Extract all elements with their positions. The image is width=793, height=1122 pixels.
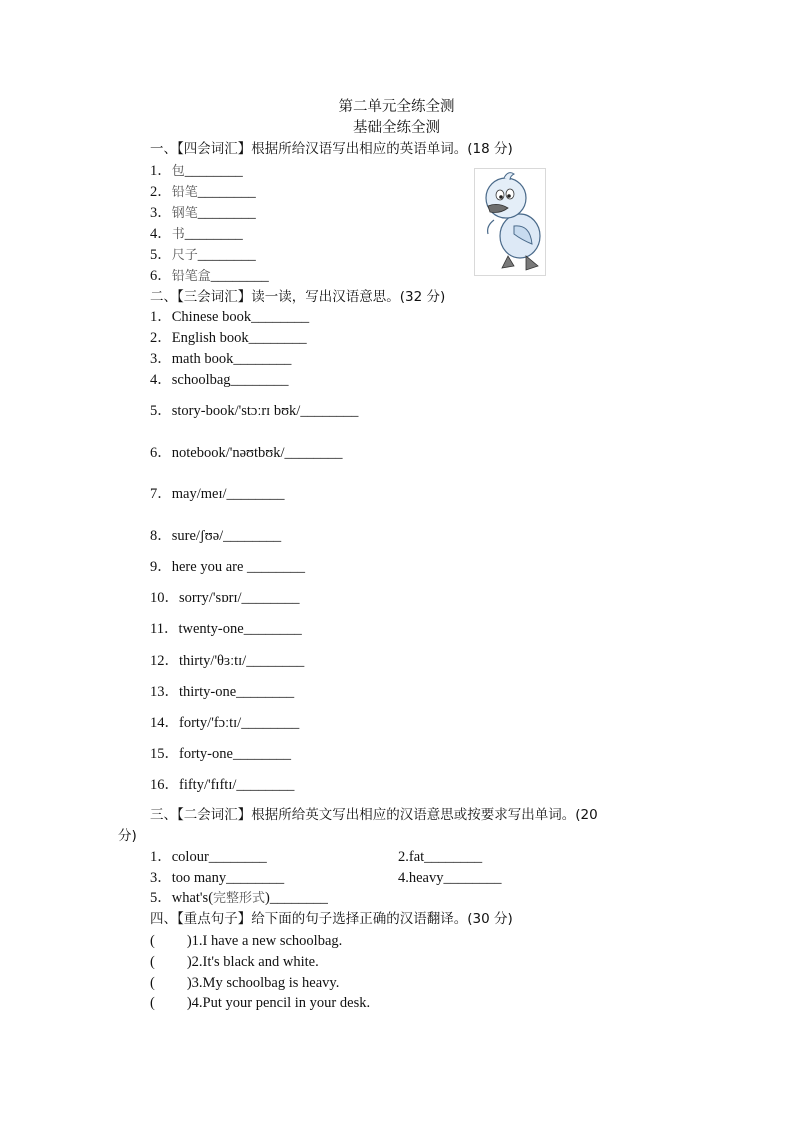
item-text: colour________ bbox=[171, 849, 267, 865]
paren-open[interactable]: ( bbox=[150, 954, 155, 970]
item-number: 5． bbox=[150, 247, 172, 263]
sentence-text: )3.My schoolbag is heavy. bbox=[186, 975, 340, 991]
item-number: 13． bbox=[150, 684, 179, 700]
sec2-item-11 bbox=[150, 620, 302, 638]
item-text: story-book/'stɔːrɪ bʊk/________ bbox=[171, 403, 359, 419]
item-text: math book________ bbox=[171, 351, 292, 367]
sec3-item-1 bbox=[150, 848, 267, 866]
item-number: 11． bbox=[150, 621, 179, 637]
section-3-heading: 三、【二会词汇】根据所给英文写出相应的汉语意思或按要求写出单词。(20 bbox=[150, 807, 598, 823]
item-number: 9． bbox=[150, 559, 172, 575]
item-text: sorry/'sɒrɪ/________ bbox=[179, 590, 300, 606]
item-text: notebook/'nəʊtbʊk/________ bbox=[171, 445, 343, 461]
sec2-item-16 bbox=[150, 776, 294, 794]
item-text: forty-one________ bbox=[179, 746, 291, 762]
sec2-item-13 bbox=[150, 683, 294, 701]
sec1-item-5 bbox=[150, 246, 256, 265]
page-title: 第二单元全练全测 bbox=[338, 99, 455, 115]
item-text: what's( bbox=[171, 890, 214, 906]
sec4-item-1 bbox=[150, 932, 342, 950]
item-text: twenty-one________ bbox=[178, 621, 302, 637]
item-note: 完整形式 bbox=[213, 891, 266, 906]
sec2-item-9 bbox=[150, 558, 305, 576]
item-number: 7． bbox=[150, 486, 172, 502]
answer-blank[interactable]: ________ bbox=[184, 226, 243, 242]
answer-blank[interactable]: ________ bbox=[197, 205, 256, 221]
item-text: English book________ bbox=[171, 330, 307, 346]
item-number: 1． bbox=[150, 309, 172, 325]
answer-blank[interactable]: ________ bbox=[184, 163, 243, 179]
item-tail: )________ bbox=[265, 890, 328, 906]
section-3-heading-cont: 分) bbox=[118, 828, 137, 844]
item-text: sure/ʃʊə/________ bbox=[171, 528, 282, 544]
answer-blank[interactable]: ________ bbox=[197, 184, 256, 200]
item-number: 1． bbox=[150, 163, 172, 179]
duck-illustration bbox=[474, 168, 546, 276]
item-number: 5． bbox=[150, 890, 172, 906]
item-text: Chinese book________ bbox=[171, 309, 310, 325]
sec2-item-14 bbox=[150, 714, 299, 732]
item-number: 10． bbox=[150, 590, 179, 606]
paren-open[interactable]: ( bbox=[150, 975, 155, 991]
sec2-item-1 bbox=[150, 308, 309, 326]
item-number: 3． bbox=[150, 870, 172, 886]
item-number: 8． bbox=[150, 528, 172, 544]
item-number: 2． bbox=[150, 330, 172, 346]
sec3-item-5 bbox=[150, 889, 328, 908]
paren-open[interactable]: ( bbox=[150, 933, 155, 949]
answer-blank[interactable]: ________ bbox=[197, 247, 256, 263]
section-1-heading: 一、【四会词汇】根据所给汉语写出相应的英语单词。(18 分) bbox=[150, 141, 513, 157]
page-subtitle: 基础全练全测 bbox=[353, 120, 440, 136]
sec2-item-12 bbox=[150, 652, 304, 670]
item-number: 12． bbox=[150, 653, 179, 669]
item-text: 2.fat________ bbox=[398, 849, 483, 865]
item-number: 5． bbox=[150, 403, 172, 419]
item-number: 15． bbox=[150, 746, 179, 762]
item-text: here you are ________ bbox=[171, 559, 306, 575]
item-text: fifty/'fɪftɪ/________ bbox=[179, 777, 295, 793]
sec2-item-2 bbox=[150, 329, 307, 347]
item-number: 3． bbox=[150, 351, 172, 367]
chinese-word: 铅笔盒 bbox=[171, 269, 211, 284]
sentence-text: )1.I have a new schoolbag. bbox=[186, 933, 343, 949]
item-text: too many________ bbox=[171, 870, 285, 886]
item-number: 4． bbox=[150, 372, 172, 388]
chinese-word: 尺子 bbox=[171, 248, 198, 263]
chinese-word: 钢笔 bbox=[171, 206, 198, 221]
sec2-item-7 bbox=[150, 485, 285, 503]
item-number: 2． bbox=[150, 184, 172, 200]
sec2-item-3 bbox=[150, 350, 291, 368]
chinese-word: 书 bbox=[171, 227, 185, 242]
sentence-text: )2.It's black and white. bbox=[186, 954, 319, 970]
item-text: thirty/'θɜːtɪ/________ bbox=[179, 653, 305, 669]
sec2-item-8 bbox=[150, 527, 281, 545]
item-text: forty/'fɔːtɪ/________ bbox=[179, 715, 300, 731]
sec2-item-6 bbox=[150, 444, 343, 462]
item-number: 3． bbox=[150, 205, 172, 221]
item-number: 16． bbox=[150, 777, 179, 793]
sec3-item-3 bbox=[150, 869, 284, 887]
sec2-item-15 bbox=[150, 745, 291, 763]
sec4-item-2 bbox=[150, 953, 319, 971]
item-number: 4． bbox=[150, 226, 172, 242]
sec1-item-6 bbox=[150, 267, 269, 286]
chinese-word: 铅笔 bbox=[171, 185, 198, 200]
item-number: 14． bbox=[150, 715, 179, 731]
paren-open[interactable]: ( bbox=[150, 995, 155, 1011]
item-text: schoolbag________ bbox=[171, 372, 289, 388]
item-text: 4.heavy________ bbox=[398, 870, 502, 886]
sentence-text: )4.Put your pencil in your desk. bbox=[186, 995, 371, 1011]
sec2-item-5 bbox=[150, 402, 358, 420]
item-number: 1． bbox=[150, 849, 172, 865]
item-number: 6． bbox=[150, 268, 172, 284]
sec1-item-4 bbox=[150, 225, 243, 244]
chinese-word: 包 bbox=[171, 164, 185, 179]
section-2-heading: 二、【三会词汇】读一读，写出汉语意思。(32 分) bbox=[150, 289, 446, 305]
item-text: thirty-one________ bbox=[179, 684, 295, 700]
sec2-item-4 bbox=[150, 371, 289, 389]
sec2-item-10 bbox=[150, 589, 300, 607]
sec1-item-3 bbox=[150, 204, 256, 223]
sec1-item-2 bbox=[150, 183, 256, 202]
sec4-item-3 bbox=[150, 974, 339, 992]
sec4-item-4 bbox=[150, 994, 370, 1012]
item-text: may/meɪ/________ bbox=[171, 486, 285, 502]
item-number: 6． bbox=[150, 445, 172, 461]
answer-blank[interactable]: ________ bbox=[210, 268, 269, 284]
sec1-item-1 bbox=[150, 162, 243, 181]
sec3-item-4 bbox=[398, 869, 502, 887]
section-4-heading: 四、【重点句子】给下面的句子选择正确的汉语翻译。(30 分) bbox=[150, 911, 513, 927]
sec3-item-2 bbox=[398, 848, 482, 866]
